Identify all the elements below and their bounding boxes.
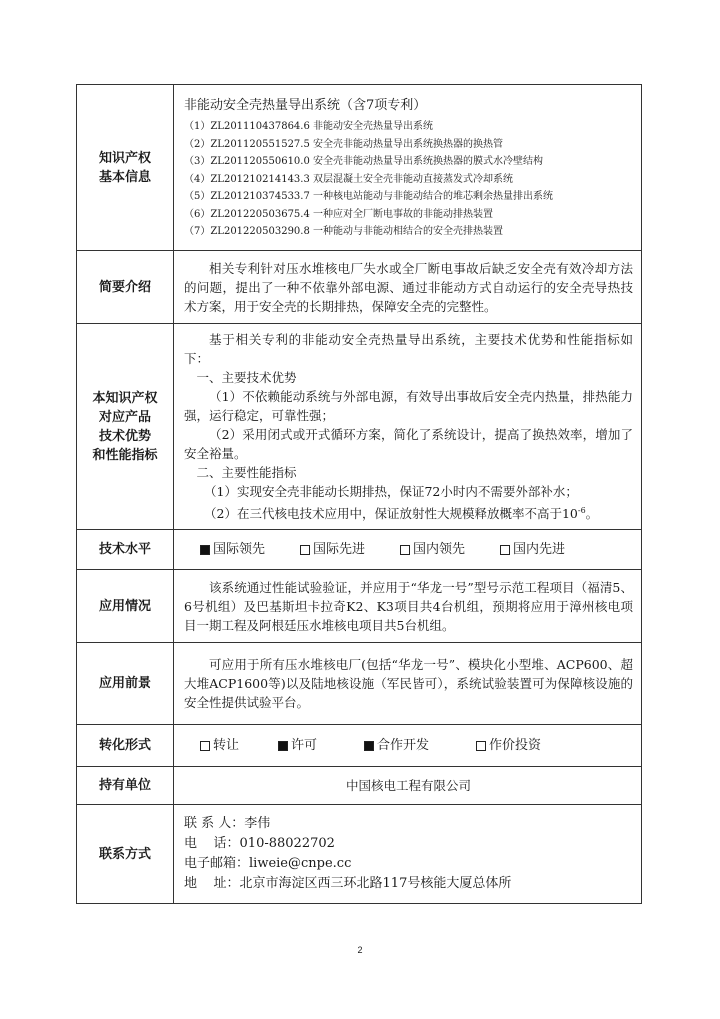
label-intro: 简要介绍 — [77, 251, 174, 324]
label-transfer: 转化形式 — [77, 725, 174, 767]
label-contact: 联系方式 — [77, 805, 174, 904]
ip-basic-content — [174, 85, 642, 251]
patent-item: （2）ZL201120551527.5 安全壳非能动热量导出系统换热器的换热管 — [184, 138, 504, 150]
contact-email[interactable]: 电子邮箱：liweie@cnpe.cc — [184, 856, 352, 871]
row-intro — [77, 251, 642, 324]
advantages-item-1: （1）不依赖能动系统与外部电源，有效导出事故后安全壳内热量，排热能力强，运行稳定，可靠性强； — [184, 388, 633, 423]
label-tech-level: 技术水平 — [77, 530, 174, 570]
checkbox-checked-icon — [200, 545, 210, 555]
transfer-option[interactable]: 作价投资 — [476, 736, 541, 755]
page-number: 2 — [357, 945, 363, 955]
patent-item: （7）ZL201220503290.8 一种能动与非能动相结合的安全壳排热装置 — [184, 226, 504, 238]
transfer-options — [174, 725, 642, 767]
patent-item: （6）ZL201220503675.4 一种应对全厂断电事故的非能动排热装置 — [184, 208, 494, 220]
checkbox-empty-icon — [500, 545, 510, 555]
ip-info-table — [76, 84, 642, 904]
checkbox-checked-icon — [364, 741, 374, 751]
transfer-option[interactable]: 合作开发 — [364, 736, 476, 755]
row-ip-basic — [77, 85, 642, 251]
document-sheet — [76, 84, 642, 904]
row-tech-level — [77, 530, 642, 570]
row-holder — [77, 767, 642, 805]
checkbox-empty-icon — [300, 545, 310, 555]
checkbox-checked-icon — [278, 741, 288, 751]
patent-item: （5）ZL201210374533.7 一种核电站能动与非能动结合的堆芯剩余热量排出系统 — [184, 191, 554, 203]
row-application — [77, 570, 642, 643]
patent-item: （1）ZL201110437864.6 非能动安全壳热量导出系统 — [184, 120, 434, 132]
advantages-item-3: （1）实现安全壳非能动长期排热，保证72小时内不需要外部补水； — [204, 483, 578, 499]
intro-text: 相关专利针对压水堆核电厂失水或全厂断电事故后缺乏安全壳有效冷却方法的问题，提出了一种不依靠外部电源、通过非能动方式自动运行的安全壳导热技术方案，用于安全壳的长期排热，保障安全壳的完整性。 — [184, 260, 633, 314]
tech-level-option[interactable]: 国际领先 — [200, 540, 300, 559]
label-advantages: 本知识产权 对应产品 技术优势 和性能指标 — [77, 324, 174, 530]
application-text: 该系统通过性能试验验证，并应用于“华龙一号”型号示范工程项目（福清5、6号机组）及巴基斯坦卡拉奇K2、K3项目共4台机组，预期将应用于漳州核电项目一期工程及阿根廷压水堆核电项目共5台机组。 — [184, 579, 633, 633]
contact-address: 地 址：北京市海淀区西三环北路117号核能大厦总体所 — [184, 876, 512, 891]
prospect-text: 可应用于所有压水堆核电厂(包括“华龙一号”、模块化小型堆、ACP600、超大堆ACP1600等)以及陆地核设施（军民皆可），系统试验装置可为保障核设施的安全性提供试验平台。 — [184, 657, 633, 710]
prospect-content — [174, 643, 642, 725]
contact-phone: 电 话：010-88022702 — [184, 836, 335, 851]
patent-item: （4）ZL201210214143.3 双层混凝土安全壳非能动直接蒸发式冷却系统 — [184, 173, 514, 185]
row-advantages — [77, 324, 642, 530]
system-title: 非能动安全壳热量导出系统（含7项专利） — [184, 97, 427, 113]
tech-level-option[interactable]: 国内先进 — [500, 540, 565, 559]
advantages-intro: 基于相关专利的非能动安全壳热量导出系统，主要技术优势和性能指标如下： — [184, 331, 633, 366]
intro-content — [174, 251, 642, 324]
advantages-heading-1: 一、主要技术优势 — [196, 369, 297, 385]
row-transfer — [77, 725, 642, 767]
row-contact — [77, 805, 642, 904]
label-ip-basic: 知识产权 基本信息 — [77, 85, 174, 251]
label-holder: 持有单位 — [77, 767, 174, 805]
transfer-option[interactable]: 转让 — [200, 736, 278, 755]
patent-item: （3）ZL201120550610.0 安全壳非能动热量导出系统换热器的膜式水冷壁结构 — [184, 156, 544, 168]
application-content — [174, 570, 642, 643]
checkbox-empty-icon — [476, 741, 486, 751]
label-application: 应用情况 — [77, 570, 174, 643]
transfer-option[interactable]: 许可 — [278, 736, 364, 755]
label-prospect: 应用前景 — [77, 643, 174, 725]
tech-level-option[interactable]: 国际先进 — [300, 540, 400, 559]
checkbox-empty-icon — [400, 545, 410, 555]
tech-level-options — [174, 530, 642, 570]
advantages-item-4: （2）在三代核电技术应用中，保证放射性大规模释放概率不高于$10^{-6}$。 — [204, 505, 599, 522]
checkbox-empty-icon — [200, 741, 210, 751]
contact-person: 联 系 人：李伟 — [184, 816, 271, 831]
advantages-content — [174, 324, 642, 530]
advantages-heading-2: 二、主要性能指标 — [196, 464, 297, 480]
advantages-item-2: （2）采用闭式或开式循环方案，简化了系统设计，提高了换热效率，增加了安全裕量。 — [184, 426, 633, 461]
holder-value: 中国核电工程有限公司 — [174, 767, 642, 805]
tech-level-option[interactable]: 国内领先 — [400, 540, 500, 559]
contact-content — [174, 805, 642, 904]
row-prospect — [77, 643, 642, 725]
